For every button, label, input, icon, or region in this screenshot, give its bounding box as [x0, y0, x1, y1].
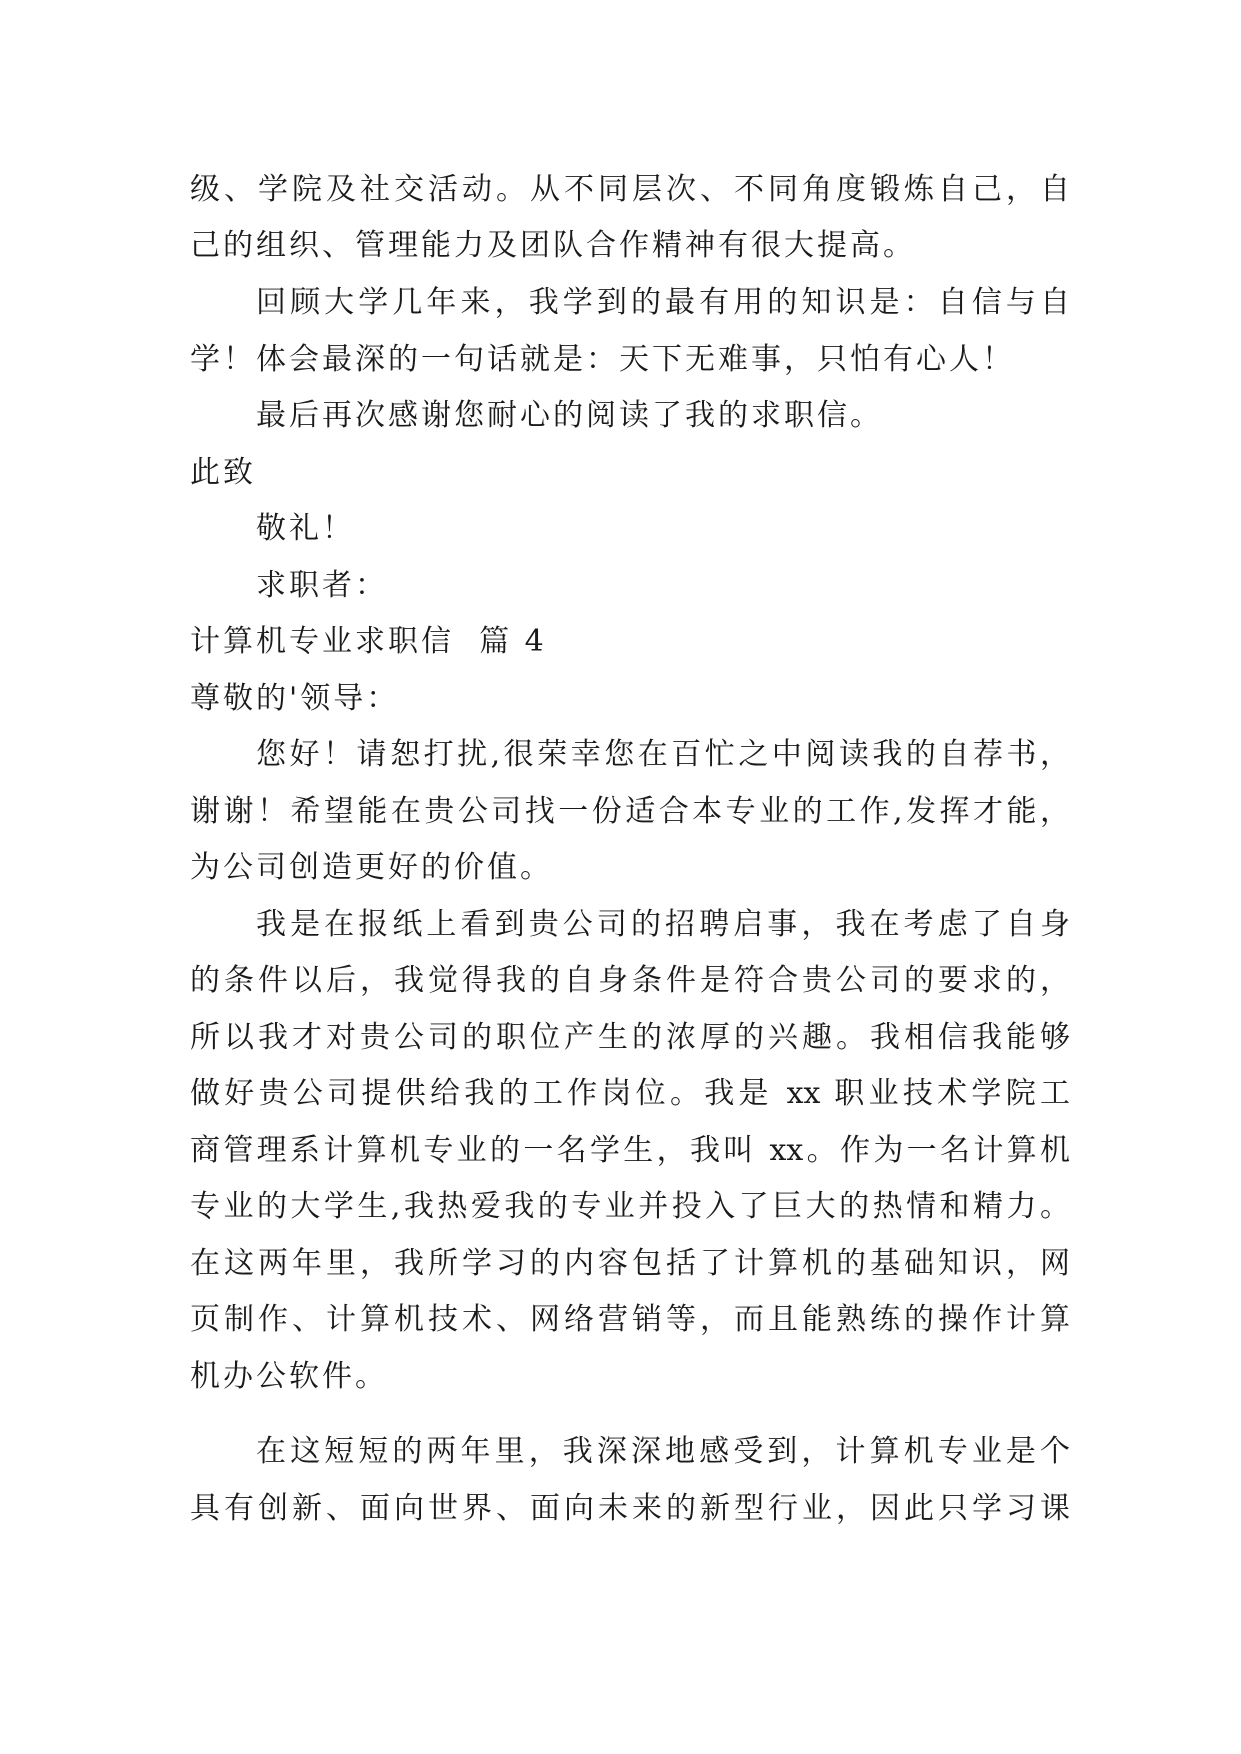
- signature-line: 求职者：: [256, 568, 388, 603]
- body-line: 的条件以后，我觉得我的自身条件是符合贵公司的要求的，: [190, 963, 1070, 998]
- body-line: 您好！请恕打扰,很荣幸您在百忙之中阅读我的自荐书，: [256, 737, 1070, 772]
- body-line: 学！体会最深的一句话就是：天下无难事，只怕有心人！: [190, 342, 1015, 377]
- body-line: 专业的大学生,我热爱我的专业并投入了巨大的热情和精力。: [190, 1189, 1070, 1224]
- body-line: 回顾大学几年来，我学到的最有用的知识是：自信与自: [256, 285, 1070, 320]
- body-line: 在这两年里，我所学习的内容包括了计算机的基础知识，网: [190, 1246, 1070, 1281]
- body-line: 做好贵公司提供给我的工作岗位。我是 xx 职业技术学院工: [190, 1076, 1070, 1111]
- closing-line: 此致: [190, 455, 256, 490]
- body-line: 机办公软件。: [190, 1359, 388, 1394]
- salutation-line: 敬礼！: [256, 511, 355, 546]
- body-line: 在这短短的两年里，我深深地感受到，计算机专业是个: [256, 1434, 1070, 1469]
- body-line: 为公司创造更好的价值。: [190, 850, 553, 885]
- body-line: 级、学院及社交活动。从不同层次、不同角度锻炼自己，自: [190, 172, 1070, 207]
- body-line: 我是在报纸上看到贵公司的招聘启事，我在考虑了自身: [256, 907, 1070, 942]
- body-line: 具有创新、面向世界、面向未来的新型行业，因此只学习课: [190, 1491, 1070, 1526]
- body-line: 最后再次感谢您耐心的阅读了我的求职信。: [256, 398, 883, 433]
- body-line: 谢谢！希望能在贵公司找一份适合本专业的工作,发挥才能，: [190, 794, 1070, 829]
- body-line: 己的组织、管理能力及团队合作精神有很大提高。: [190, 228, 916, 263]
- section-title: 计算机专业求职信 篇 4: [190, 624, 547, 659]
- greeting-line: 尊敬的'领导：: [190, 681, 400, 716]
- body-line: 页制作、计算机技术、网络营销等，而且能熟练的操作计算: [190, 1302, 1070, 1337]
- body-line: 商管理系计算机专业的一名学生，我叫 xx。作为一名计算机: [190, 1133, 1070, 1168]
- body-line: 所以我才对贵公司的职位产生的浓厚的兴趣。我相信我能够: [190, 1020, 1070, 1055]
